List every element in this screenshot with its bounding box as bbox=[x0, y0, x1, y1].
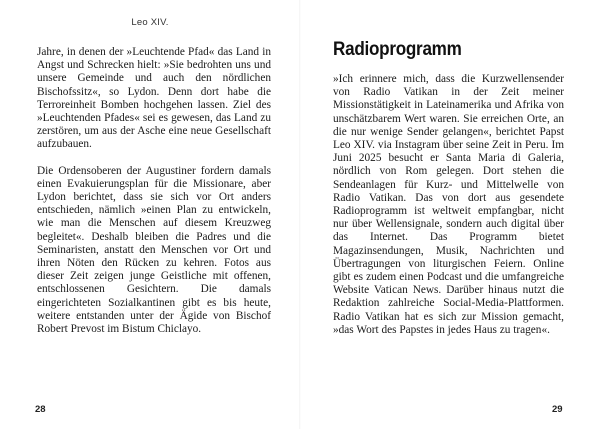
right-page-body bbox=[333, 73, 564, 337]
running-head: Leo XIV. bbox=[131, 17, 169, 28]
body-paragraph: Die Ordensoberen der Augustiner fordern damals einen Evakuierungsplan für die Missionare, aber Lydon berichtet, dass sie sich vor Ort anders entschieden, nämlich »einen Plan zu entwickeln, wie man die Menschen auf diesem Kreuzweg begleitet«. Deshalb bleiben die Padres und die Seminaristen, anstatt den Menschen vor Ort und ihren Nöten den Rücken zu kehren. Fotos aus dieser Zeit zeigen junge Geistliche mit offenen, entschlossenen Gesichtern. Die damals eingerichteten Sozialkantinen gibt es bis heute, weitere entstanden unter der Ägide von Bischof Robert Prevost im Bistum Chiclayo. bbox=[37, 164, 271, 336]
body-paragraph: Jahre, in denen der »Leuchtende Pfad« das Land in Angst und Schrecken hielt: »Sie bedrohten uns und unsere Gemeinde und auch den nördlichen Bischofssitz«, so Lydon. Denn dort habe die Terroreinheit Bomben hochgehen lassen. Ziel des »Leuchtenden Pfades« sei es gewesen, das Land zu zerstören, um aus der Asche eine neue Gesellschaft aufzubauen. bbox=[37, 46, 271, 151]
page-number-left: 28 bbox=[35, 404, 46, 415]
page-number-right: 29 bbox=[552, 404, 563, 415]
left-page-body bbox=[37, 46, 271, 336]
body-paragraph: »Ich erinnere mich, dass die Kurzwellensender von Radio Vatikan in der Zeit meiner Missionstätigkeit in Lateinamerika und Afrika von unschätzbarem Wert waren. Sie erreichen Orte, an die nur wenige Sender gelangen«, berichtet Papst Leo XIV. via Instagram über seine Zeit in Peru. Im Juni 2025 besucht er Santa Maria di Galeria, nördlich von Rom gelegen. Dort stehen die Sendeanlagen für Kurz- und Mittelwelle von Radio Vatikan. Das von dort aus gesendete Radioprogramm ist weltweit empfangbar, nicht nur über Wellensignale, sondern auch digital über das Internet. Das Programm bietet Magazinsendungen, Musik, Nachrichten und Übertragungen von liturgischen Feiern. Online gibt es zudem einen Podcast und die umfangreiche Website Vatican News. Darüber hinaus nutzt die Redaktion zahlreiche Social-Media-Plattformen. Radio Vatikan hat es sich zur Mission gemacht, »das Wort des Papstes in jedes Haus zu tragen«. bbox=[333, 73, 564, 336]
chapter-title: Radioprogramm bbox=[333, 39, 462, 60]
